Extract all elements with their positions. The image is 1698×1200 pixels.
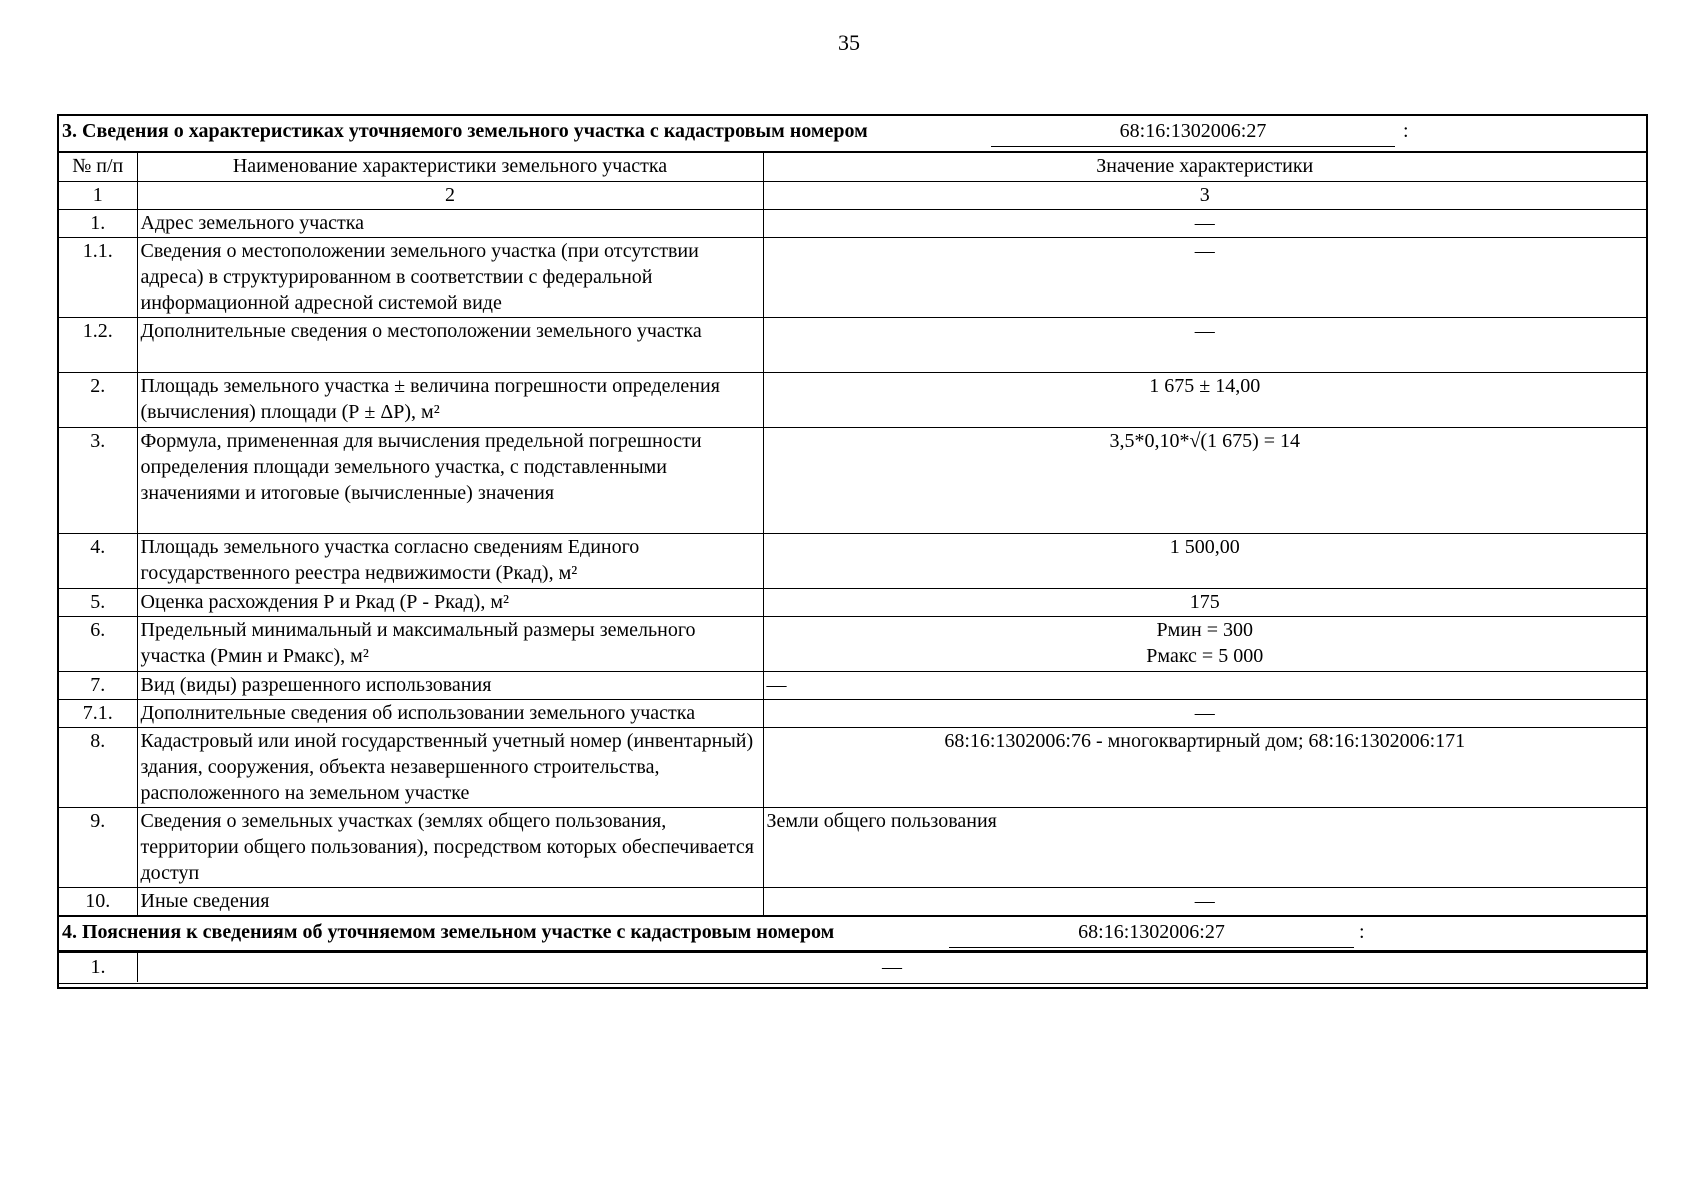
table-row — [59, 533, 1646, 588]
table-row — [59, 807, 1646, 887]
row-value: 68:16:1302006:76 - многоквартирный дом; 68:16:1302006:171 — [763, 727, 1646, 807]
section-3-title: 3. Сведения о характеристиках уточняемого земельного участка с кадастровым номером — [62, 120, 868, 142]
row-num: 7. — [59, 671, 137, 699]
table-row — [59, 209, 1646, 237]
row-value: — — [763, 237, 1646, 317]
section-4-cadastral-number: 68:16:1302006:27 — [949, 921, 1354, 948]
table-row — [59, 372, 1646, 427]
table-row — [59, 588, 1646, 616]
row-name: Формула, примененная для вычисления предельной погрешности определения площади земельного участка, с подставленными значениями и итоговые (вычисленные) значения — [137, 427, 763, 533]
section-4-row-num: 1. — [59, 953, 138, 982]
row-value: — — [763, 209, 1646, 237]
row-num: 9. — [59, 807, 137, 887]
row-num: 7.1. — [59, 699, 137, 727]
section-4-row — [59, 952, 1646, 983]
row-value: — — [763, 317, 1646, 372]
section-3-header — [59, 116, 1646, 153]
table-row — [59, 671, 1646, 699]
header-value: Значение характеристики — [763, 153, 1646, 181]
column-index-2: 2 — [137, 181, 763, 209]
row-value: — — [763, 887, 1646, 915]
row-num: 10. — [59, 887, 137, 915]
table-row — [59, 427, 1646, 533]
table-row — [59, 616, 1646, 671]
characteristics-table — [59, 153, 1646, 915]
row-num: 8. — [59, 727, 137, 807]
row-name: Площадь земельного участка согласно сведениям Единого государственного реестра недвижимости (Ркад), м² — [137, 533, 763, 588]
table-row — [59, 237, 1646, 317]
row-num: 3. — [59, 427, 137, 533]
row-name: Кадастровый или иной государственный учетный номер (инвентарный) здания, сооружения, объекта незавершенного строительства, расположенного на земельном участке — [137, 727, 763, 807]
row-value: — — [763, 699, 1646, 727]
row-name: Иные сведения — [137, 887, 763, 915]
row-value: Земли общего пользования — [763, 807, 1646, 887]
row-num: 2. — [59, 372, 137, 427]
column-index-3: 3 — [763, 181, 1646, 209]
row-num: 1. — [59, 209, 137, 237]
table-row — [59, 699, 1646, 727]
row-name: Вид (виды) разрешенного использования — [137, 671, 763, 699]
row-name: Сведения о земельных участках (землях общего пользования, территории общего пользования), посредством которых обеспечивается доступ — [137, 807, 763, 887]
header-num: № п/п — [59, 153, 137, 181]
row-num: 1.1. — [59, 237, 137, 317]
row-num: 1.2. — [59, 317, 137, 372]
table-row — [59, 317, 1646, 372]
section-4-title: 4. Пояснения к сведениям об уточняемом земельном участке с кадастровым номером — [62, 921, 835, 943]
header-name: Наименование характеристики земельного участка — [137, 153, 763, 181]
row-name: Предельный минимальный и максимальный размеры земельного участка (Рмин и Рмакс), м² — [137, 616, 763, 671]
section-4-row-value: — — [882, 956, 902, 978]
land-plot-document — [57, 114, 1648, 989]
row-name: Дополнительные сведения о местоположении земельного участка — [137, 317, 763, 372]
column-index-1: 1 — [59, 181, 137, 209]
row-value: 1 675 ± 14,00 — [763, 372, 1646, 427]
row-num: 4. — [59, 533, 137, 588]
row-value: — — [763, 671, 1646, 699]
row-num: 5. — [59, 588, 137, 616]
table-header-row — [59, 153, 1646, 181]
row-name: Площадь земельного участка ± величина погрешности определения (вычисления) площади (Р ± ΔР), м² — [137, 372, 763, 427]
row-value: 1 500,00 — [763, 533, 1646, 588]
bottom-rule — [59, 983, 1646, 987]
row-value — [763, 616, 1646, 671]
section-4-header — [59, 915, 1646, 952]
row-num: 6. — [59, 616, 137, 671]
row-value-max: Рмакс = 5 000 — [1146, 644, 1264, 667]
row-name: Адрес земельного участка — [137, 209, 763, 237]
page-number: 35 — [838, 30, 860, 55]
section-3-cadastral-number: 68:16:1302006:27 — [991, 120, 1395, 147]
row-value: 3,5*0,10*√(1 675) = 14 — [763, 427, 1646, 533]
row-name: Сведения о местоположении земельного участка (при отсутствии адреса) в структурированном в соответствии с федеральной информационной адресной системой виде — [137, 237, 763, 317]
section-3-colon: : — [1403, 120, 1409, 142]
section-4-colon: : — [1359, 921, 1365, 943]
table-row — [59, 727, 1646, 807]
table-row — [59, 887, 1646, 915]
row-value-min: Рмин = 300 — [1156, 618, 1253, 641]
column-index-row — [59, 181, 1646, 209]
row-value: 175 — [763, 588, 1646, 616]
row-name: Дополнительные сведения об использовании земельного участка — [137, 699, 763, 727]
row-name: Оценка расхождения Р и Ркад (Р - Ркад), м² — [137, 588, 763, 616]
